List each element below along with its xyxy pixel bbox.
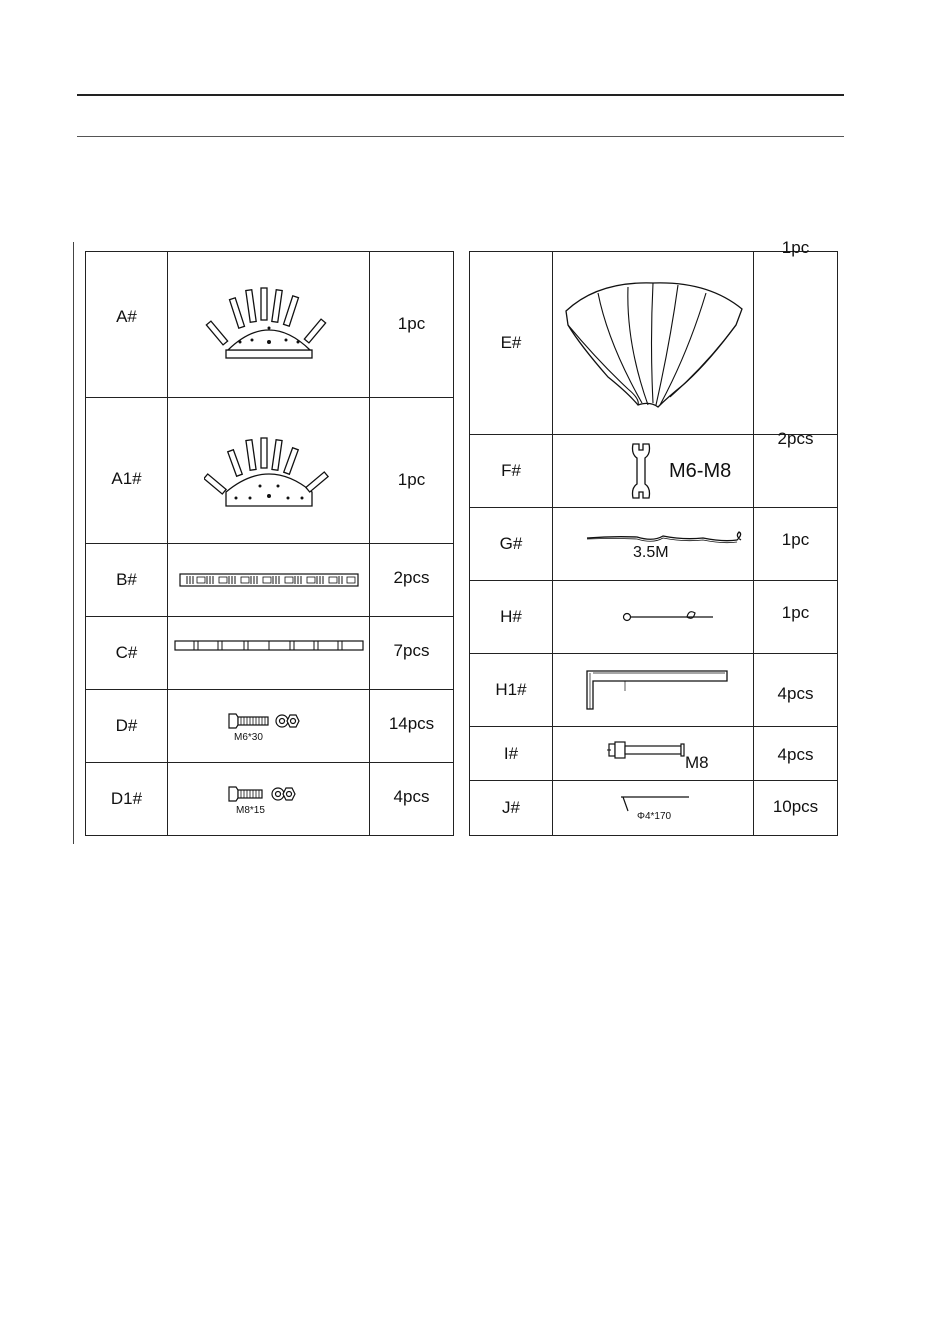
wrench-size-label: M6-M8: [669, 460, 732, 482]
bolt-size-label: M8: [685, 752, 709, 772]
part-code: [86, 690, 168, 763]
part-qty-text: 1pc: [781, 530, 810, 549]
part-qty-text: 4pcs: [777, 745, 814, 764]
part-qty-text: 2pcs: [393, 568, 430, 587]
table-row: [470, 581, 838, 654]
bracket-fan-icon: [204, 426, 334, 516]
rope-length-label: 3.5M: [633, 544, 669, 561]
part-qty-text: 4pcs: [393, 787, 430, 806]
part-qty-text: 2pcs: [777, 429, 814, 448]
table-row: [470, 435, 838, 508]
part-image: [168, 398, 370, 544]
bolt-size-label: M6*30: [233, 732, 263, 743]
expansion-bolt-icon: [553, 734, 753, 774]
pull-rod-icon: [553, 605, 753, 629]
part-qty-text: 1pc: [397, 470, 426, 489]
table-row: [470, 252, 838, 435]
part-code: [470, 654, 553, 727]
parts-table-right: [469, 238, 838, 836]
part-code-text: C#: [115, 643, 138, 662]
part-code-text: G#: [499, 534, 523, 553]
part-qty: [370, 617, 454, 690]
part-image: [168, 252, 370, 398]
part-image: [553, 727, 754, 781]
part-code-text: A#: [116, 306, 137, 326]
table-row: [86, 252, 454, 398]
wrench-icon: [553, 440, 753, 502]
table-row: [86, 544, 454, 617]
part-code-text: I#: [503, 743, 519, 763]
nail-size-label: Φ4*170: [637, 811, 672, 822]
part-image: [168, 617, 370, 690]
part-code: [470, 781, 553, 836]
part-code: [470, 435, 553, 508]
part-code-text: J#: [502, 798, 520, 817]
part-qty-text: 1pc: [397, 314, 426, 333]
part-qty: [754, 238, 838, 435]
fabric-canopy-icon: [558, 273, 748, 413]
part-image: [553, 654, 754, 727]
part-qty: [370, 763, 454, 836]
part-image: [168, 690, 370, 763]
part-code-text: D#: [115, 716, 138, 735]
table-row: [86, 617, 454, 690]
parts-table-left: [85, 251, 454, 836]
part-code: [86, 252, 168, 398]
table-row: [86, 398, 454, 544]
part-qty-text: 7pcs: [393, 641, 430, 660]
part-image: [168, 544, 370, 617]
part-qty: [370, 690, 454, 763]
part-qty: [754, 654, 838, 727]
bolt-nut-icon: [224, 782, 314, 816]
part-code-text: E#: [500, 333, 522, 352]
table-row: [470, 654, 838, 727]
rail-strip-icon: [179, 572, 359, 588]
part-qty-text: 1pc: [781, 603, 810, 622]
part-qty: [754, 581, 838, 654]
part-image: [553, 252, 754, 435]
part-qty-text: 14pcs: [388, 714, 435, 733]
part-qty-text: 1pc: [781, 238, 810, 257]
part-code-text: B#: [116, 570, 137, 589]
part-code: [86, 763, 168, 836]
part-qty-text: 10pcs: [772, 797, 819, 816]
part-code: [470, 508, 553, 581]
bolt-nut-icon: [224, 709, 314, 743]
part-image: [553, 435, 754, 508]
table-row: [470, 781, 838, 836]
margin-line: [73, 242, 74, 844]
table-row: [470, 727, 838, 781]
rope-icon: [553, 524, 753, 564]
part-qty: [370, 544, 454, 617]
table-row: [86, 763, 454, 836]
part-code: [86, 398, 168, 544]
part-code-text: H1#: [495, 680, 527, 699]
header-rule-top: [77, 94, 844, 96]
l-bar-icon: [553, 665, 753, 715]
part-qty: [754, 508, 838, 581]
part-qty-text: 4pcs: [777, 684, 814, 703]
part-image: [553, 581, 754, 654]
slat-bar-icon: [174, 639, 364, 653]
part-code: [470, 727, 553, 781]
part-qty: [754, 781, 838, 836]
part-qty: [370, 252, 454, 398]
bolt-size-label: M8*15: [235, 805, 265, 816]
part-image: [553, 781, 754, 836]
part-code-text: F#: [501, 461, 521, 480]
part-code-text: D1#: [110, 789, 143, 808]
part-code: [86, 544, 168, 617]
part-code: [470, 581, 553, 654]
part-code-text: A1#: [111, 468, 142, 488]
part-image: [553, 508, 754, 581]
bracket-fan-icon: [204, 280, 334, 370]
part-qty: [370, 398, 454, 544]
part-image: [168, 763, 370, 836]
nail-icon: [553, 791, 753, 825]
part-code-text: H#: [500, 607, 522, 626]
part-qty: [754, 727, 838, 781]
header-rule-bottom: [77, 136, 844, 137]
table-row: [470, 508, 838, 581]
part-qty: [754, 429, 838, 508]
table-row: [86, 690, 454, 763]
part-code: [470, 252, 553, 435]
part-code: [86, 617, 168, 690]
